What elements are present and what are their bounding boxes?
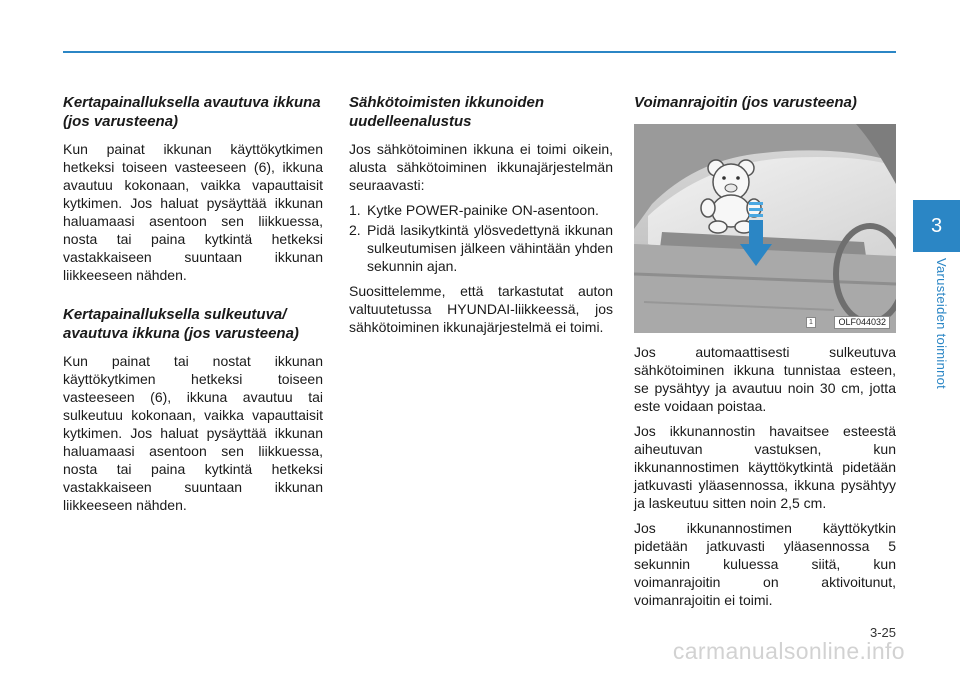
chapter-label: Varusteiden toiminnot — [934, 258, 949, 390]
chapter-tab: 3 — [913, 200, 960, 252]
reinit-step — [349, 201, 613, 219]
watermark: carmanualsonline.info — [672, 638, 905, 664]
window-obstruction-illustration — [634, 124, 896, 333]
window-obstruction-figure — [634, 124, 896, 333]
reinit-intro: Jos sähkötoiminen ikkuna ei toimi oikein, alusta sähkötoiminen ikkunajärjestelmän seuraavasti: — [349, 141, 613, 193]
figure-code: OLF044032 — [834, 316, 890, 329]
reinit-heading: Sähkötoimisten ikkunoiden uudelleenalustus — [349, 94, 545, 130]
limiter-heading: Voimanrajoitin (jos varusteena) — [634, 94, 857, 111]
auto-up-down-text: Kun painat tai nostat ikkunan käyttökytkimen hetkeksi toiseen vasteeseen (6), ikkuna avautuu tai sulkeutuu kokonaan, vaikka vapauttaisit kytkimen. Jos haluat pysäyttää ikkunan haluamaasi asentoon sen liikkuessa, nosta tai paina kytkintä hetkeksi vastakkaiseen suuntaan ikkunan liikkeeseen nähden. — [63, 353, 323, 513]
column-middle — [349, 93, 613, 343]
limiter-text-1: Jos automaattisesti sulkeutuva sähkötoiminen ikkuna tunnistaa esteen, se pysähtyy ja avautuu noin 30 cm, jotta este voidaan poistaa. — [634, 344, 896, 414]
step-number: 2. — [349, 222, 361, 238]
auto-up-down-heading: Kertapainalluksella sulkeutuva/ avautuva ikkuna (jos varusteena) — [63, 306, 299, 342]
step-text: Pidä lasikytkintä ylösvedettynä ikkunan sulkeutumisen jälkeen vähintään yhden sekunnin ajan. — [367, 222, 613, 274]
column-left — [63, 93, 323, 521]
auto-down-heading: Kertapainalluksella avautuva ikkuna (jos varusteena) — [63, 94, 321, 130]
auto-down-text: Kun painat ikkunan käyttökytkimen hetkeksi toiseen vasteeseen (6), ikkuna avautuu kokonaan, vaikka vapauttaisit kytkimen. Jos haluat pysäyttää ikkunan haluamaasi asentoon sen liikkuessa, nosta tai paina kytkintä hetkeksi vastakkaiseen suuntaan ikkunan liikkeeseen nähden. — [63, 141, 323, 283]
limiter-text-2: Jos ikkunannostin havaitsee esteestä aiheutuvan vastuksen, kun ikkunannostimen käyttökytkintä pidetään jatkuvasti yläasennossa, ikkuna pysähtyy ja laskeutuu sitten noin 2,5 cm. — [634, 423, 896, 511]
limiter-text-3: Jos ikkunannostimen käyttökytkin pidetään jatkuvasti yläasennossa 5 sekunnin kuluessa siitä, kun voimanrajoitin on aktivoitunut, voimanrajoitin ei toimi. — [634, 520, 896, 608]
step-text: Kytke POWER-painike ON-asentoon. — [367, 202, 599, 218]
header-rule — [63, 51, 896, 53]
reinit-step — [349, 221, 613, 275]
figure-marker: 1 — [806, 317, 816, 328]
reinit-note: Suosittelemme, että tarkastutat auton valtuutetussa HYUNDAI-liikkeessä, jos sähkötoiminen ikkunajärjestelmä ei toimi. — [349, 283, 613, 335]
page-number: 3-25 — [869, 625, 896, 640]
column-right — [634, 93, 896, 616]
step-number: 1. — [349, 202, 361, 218]
reinit-steps — [349, 201, 613, 275]
